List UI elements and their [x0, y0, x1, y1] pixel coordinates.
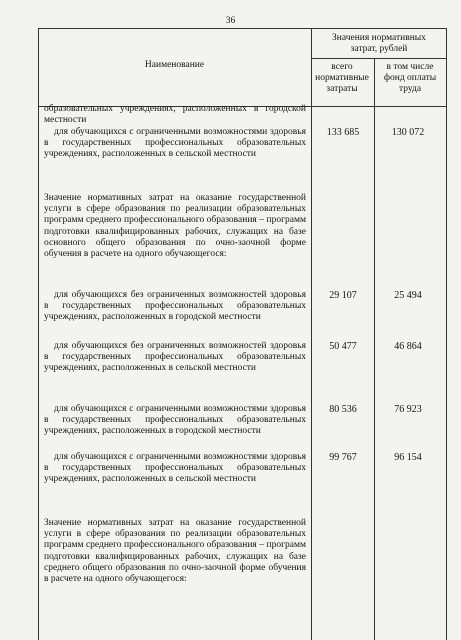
row-payroll: 46 864 [394, 341, 422, 352]
header-name: Наименование [144, 60, 205, 70]
column-divider [374, 58, 375, 640]
column-divider [38, 28, 39, 640]
row-payroll: 25 494 [394, 290, 422, 301]
row-payroll: 130 072 [391, 127, 425, 138]
section-intro: Значение нормативных затрат на оказание государственной услуги в сфере образования по реализации образовательных программ среднего профессионального образования – программ подготовки квалифицированных рабочих, служащих на базе среднего общего образования по очно-заочной форме обучения в расчете на одного обучающегося: [44, 518, 306, 585]
row-total: 133 685 [326, 127, 360, 138]
row-payroll: 76 923 [394, 404, 422, 415]
column-divider [446, 28, 447, 640]
header-values: Значения нормативных затрат, рублей [332, 33, 426, 54]
header-payroll: в том числе фонд оплаты труда [383, 62, 437, 94]
row-text: для обучающихся без ограниченных возможностей здоровья в государственных профессиональных образовательных учреждениях, расположенных в городской местности [44, 290, 306, 323]
row-text: для обучающихся без ограниченных возможностей здоровья в государственных профессиональных образовательных учреждениях, расположенных в сельской местности [44, 341, 306, 374]
column-divider [311, 28, 312, 640]
row-payroll: 96 154 [394, 452, 422, 463]
header-divider [311, 58, 446, 59]
continuation-text: образовательных учреждениях, расположенных в городской местности [44, 104, 306, 126]
row-total: 80 536 [329, 404, 357, 415]
row-text: для обучающихся с ограниченными возможностями здоровья в государственных профессиональных образовательных учреждениях, расположенных в сельской местности [44, 452, 306, 485]
row-total: 99 767 [329, 452, 357, 463]
row-text: для обучающихся с ограниченными возможностями здоровья в государственных профессиональных образовательных учреждениях, расположенных в сельской местности [44, 127, 306, 160]
page-number: 36 [225, 16, 236, 26]
row-text: для обучающихся с ограниченными возможностями здоровья в государственных профессиональных образовательных учреждениях, расположенных в городской местности [44, 404, 306, 437]
section-intro: Значение нормативных затрат на оказание государственной услуги в сфере образования по реализации образовательных программ среднего профессионального образования – программ подготовки квалифицированных рабочих, служащих на базе основного общего образования по очно-заочной форме обучения в расчете на одного обучающегося: [44, 193, 306, 260]
row-total: 29 107 [329, 290, 357, 301]
header-total: всего нормативные затраты [315, 62, 369, 94]
row-total: 50 477 [329, 341, 357, 352]
